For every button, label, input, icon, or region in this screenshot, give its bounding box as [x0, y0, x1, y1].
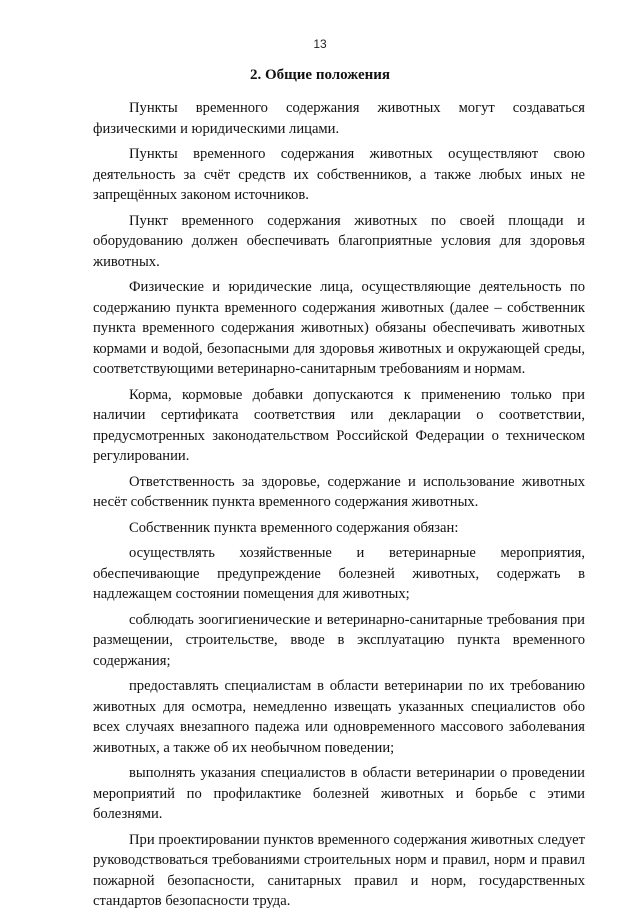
paragraph: Ответственность за здоровье, содержание и использование животных несёт собственник пункта временного содержания животных.	[93, 473, 585, 510]
section-body	[93, 98, 585, 912]
page-number: 13	[313, 37, 327, 51]
paragraph: Физические и юридические лица, осуществляющие деятельность по содержанию пункта временного содержания животных (далее – собственник пункта временного содержания животных) обязаны обеспечивать животных кормами и водой, безопасными для здоровья животных и окружающей среды, соответствующими ветеринарно-санитарным требованиям и нормам.	[93, 279, 585, 377]
paragraph: Пункты временного содержания животных могут создаваться физическими и юридическими лицами.	[93, 100, 585, 137]
list-paragraph: предоставлять специалистам в области ветеринарии по их требованию животных для осмотра, немедленно извещать указанных специалистов обо всех случаях внезапного падежа или одновременного массового заболевания животных, а также об их необычном поведении;	[93, 678, 585, 756]
section-heading: 2. Общие положения	[249, 67, 391, 83]
list-paragraph: соблюдать зоогигиенические и ветеринарно-санитарные требования при размещении, строительстве, вводе в эксплуатацию пункта временного содержания;	[93, 611, 585, 669]
list-paragraph: осуществлять хозяйственные и ветеринарные мероприятия, обеспечивающие предупреждение болезней животных, содержать в надлежащем состоянии помещения для животных;	[93, 545, 585, 602]
paragraph: Собственник пункта временного содержания обязан:	[129, 519, 459, 536]
paragraph: Корма, кормовые добавки допускаются к применению только при наличии сертификата соответствия или декларации о соответствии, предусмотренных законодательством Российской Федерации о техническом регулировании.	[93, 386, 585, 464]
paragraph: При проектировании пунктов временного содержания животных следует руководствоваться требованиями строительных норм и правил, норм и правил пожарной безопасности, санитарных правил и норм, государственных стандартов безопасности труда.	[93, 831, 585, 909]
list-paragraph: выполнять указания специалистов в области ветеринарии о проведении мероприятий по профилактике болезней животных и борьбе с этими болезнями.	[93, 765, 585, 822]
paragraph: Пункт временного содержания животных по своей площади и оборудованию должен обеспечивать благоприятные условия для здоровья животных.	[93, 212, 585, 270]
paragraph: Пункты временного содержания животных осуществляют свою деятельность за счёт средств их собственников, а также любых иных не запрещённых законом источников.	[93, 146, 585, 203]
